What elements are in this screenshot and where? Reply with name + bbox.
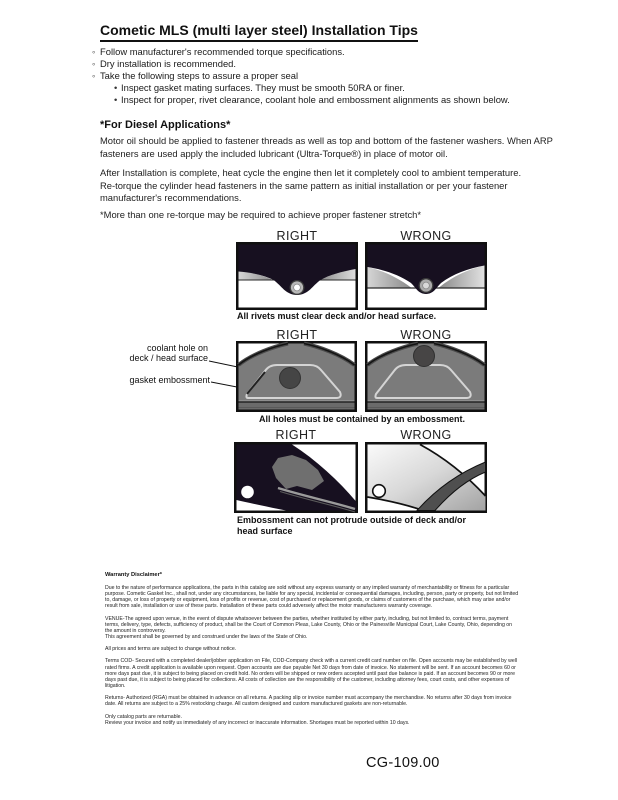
warranty-heading: Warranty Disclaimer* [105,572,163,578]
diagram-rivet-right [236,242,358,310]
circle-bullet-icon: ◦ [92,46,96,57]
wrong-label: WRONG [400,428,452,442]
tip-text: Inspect gasket mating surfaces. They must be smooth 50RA or finer. [121,82,405,93]
warranty-paragraph: Only catalog parts are returnable. [105,713,182,720]
warranty-paragraph: Returns- Authorized (RGA) must be obtained in advance on all returns. A packing slip or invoice number must accompany the merchandise. No returns after 30 days from invoice date. All returns are subject to a 25% restocking charge. All custom designed and custom manufactured gaskets are non-returnable. [105,695,512,708]
installation-tips-list [92,46,510,106]
coolant-hole-annotation: coolant hole on deck / head surface [129,343,208,363]
tip-text: Follow manufacturer's recommended torque specifications. [100,46,345,57]
list-item [114,94,510,106]
diesel-applications-heading: *For Diesel Applications* [100,119,231,131]
right-label: RIGHT [276,229,318,243]
paragraph-motor-oil: Motor oil should be applied to fastener threads as well as top and bottom of the fastener washers. When ARP fasteners are used apply the included lubricant (Ultra-Torque®) in place of motor oil. [100,135,553,159]
paragraph-retorque-note: *More than one re-torque may be required to achieve proper fastener stretch* [100,209,422,220]
warranty-paragraph: All prices and terms are subject to change without notice. [105,646,237,653]
warranty-paragraph: This agreement shall be governed by and construed under the laws of the State of Ohio. [105,634,308,641]
dot-bullet-icon: • [114,94,118,105]
diagram-deck-edge-wrong [365,442,487,513]
list-item [92,58,510,70]
diagram-deck-edge-right [234,442,358,513]
doc-code: CG-109.00 [366,755,440,771]
row3-caption: Embossment can not protrude outside of deck and/or head surface [237,515,467,536]
row2-caption: All holes must be contained by an embossment. [258,414,466,424]
right-label: RIGHT [276,328,318,342]
paragraph-heat-cycle: After Installation is complete, heat cycle the engine then let it completely cool to ambient temperature. Re-torque the cylinder head fasteners in the same pattern as initial installation or per your fastener manufacturer's recommendations. [100,167,522,204]
circle-bullet-icon: ◦ [92,58,96,69]
list-item [92,46,510,58]
tip-text: Dry installation is recommended. [100,58,236,69]
list-item [92,70,510,82]
warranty-paragraph: VENUE-The agreed upon venue, in the event of dispute whatsoever between the parties, whether instituted by either party, including, but not limited to, contract terms, payment terms, delivery, type, defects, sufficiency of product, shall be the Court of Common Pleas, Lake County, Ohio or the Painesville Municipal Court, Lake County, Ohio, depending on the amount in controversy. [105,615,513,634]
list-item [114,82,510,94]
warranty-paragraph: Due to the nature of performance applications, the parts in this catalog are sold without any express warranty or any implied warranty of merchantability or fitness for a particular purpose. Cometic Gasket Inc., shall not, under any circumstances, be liable for any special, incidental or consequential damages, including, person, party or property, but not limited to, damage, or loss of property or equipment, loss of profits or revenue, cost of purchased or replacement goods, or claims of customers of the purchase, which may arise and/or result from sale, installation or use of these parts. Installation of these parts could adversely affect the motor manufacturers warranty coverage. [105,585,519,610]
right-label: RIGHT [275,428,317,442]
warranty-paragraph: Review your invoice and notify us immediately of any incorrect or inaccurate information. Shortages must be reported within 10 days. [105,719,410,726]
tip-text: Inspect for proper, rivet clearance, coolant hole and embossment alignments as shown below. [121,94,510,105]
row1-caption: All rivets must clear deck and/or head surface. [237,311,437,321]
diagram-coolant-hole-right [236,341,357,412]
circle-bullet-icon: ◦ [92,70,96,81]
warranty-paragraph: Terms COD- Secured with a completed dealer/jobber application on File, COD-Company check with a current credit card number on file. Open accounts may be established by well rated firms. A credit application is available upon request. Open accounts are due payable Net 30 days from date of invoice. No statement will be sent. If an account becomes 60 or more days past due, it is subject to being placed on credit hold. No orders will be shipped or new orders accepted until past due balance is paid. If an account becomes 90 or more days past due, it is subject to being placed for collections. All costs of collection are the responsibility of the customer, including attorney fees, court costs, and other expenses of litigation. [105,658,518,690]
diagram-coolant-hole-wrong [365,341,487,412]
wrong-label: WRONG [400,229,452,243]
gasket-embossment-annotation: gasket embossment [129,375,210,385]
warranty-disclaimer [105,572,519,732]
diagram-rivet-wrong [365,242,487,310]
page-title: Cometic MLS (multi layer steel) Installation Tips [100,22,418,42]
tip-text: Take the following steps to assure a proper seal [100,70,299,81]
wrong-label: WRONG [400,328,452,342]
dot-bullet-icon: • [114,82,118,93]
